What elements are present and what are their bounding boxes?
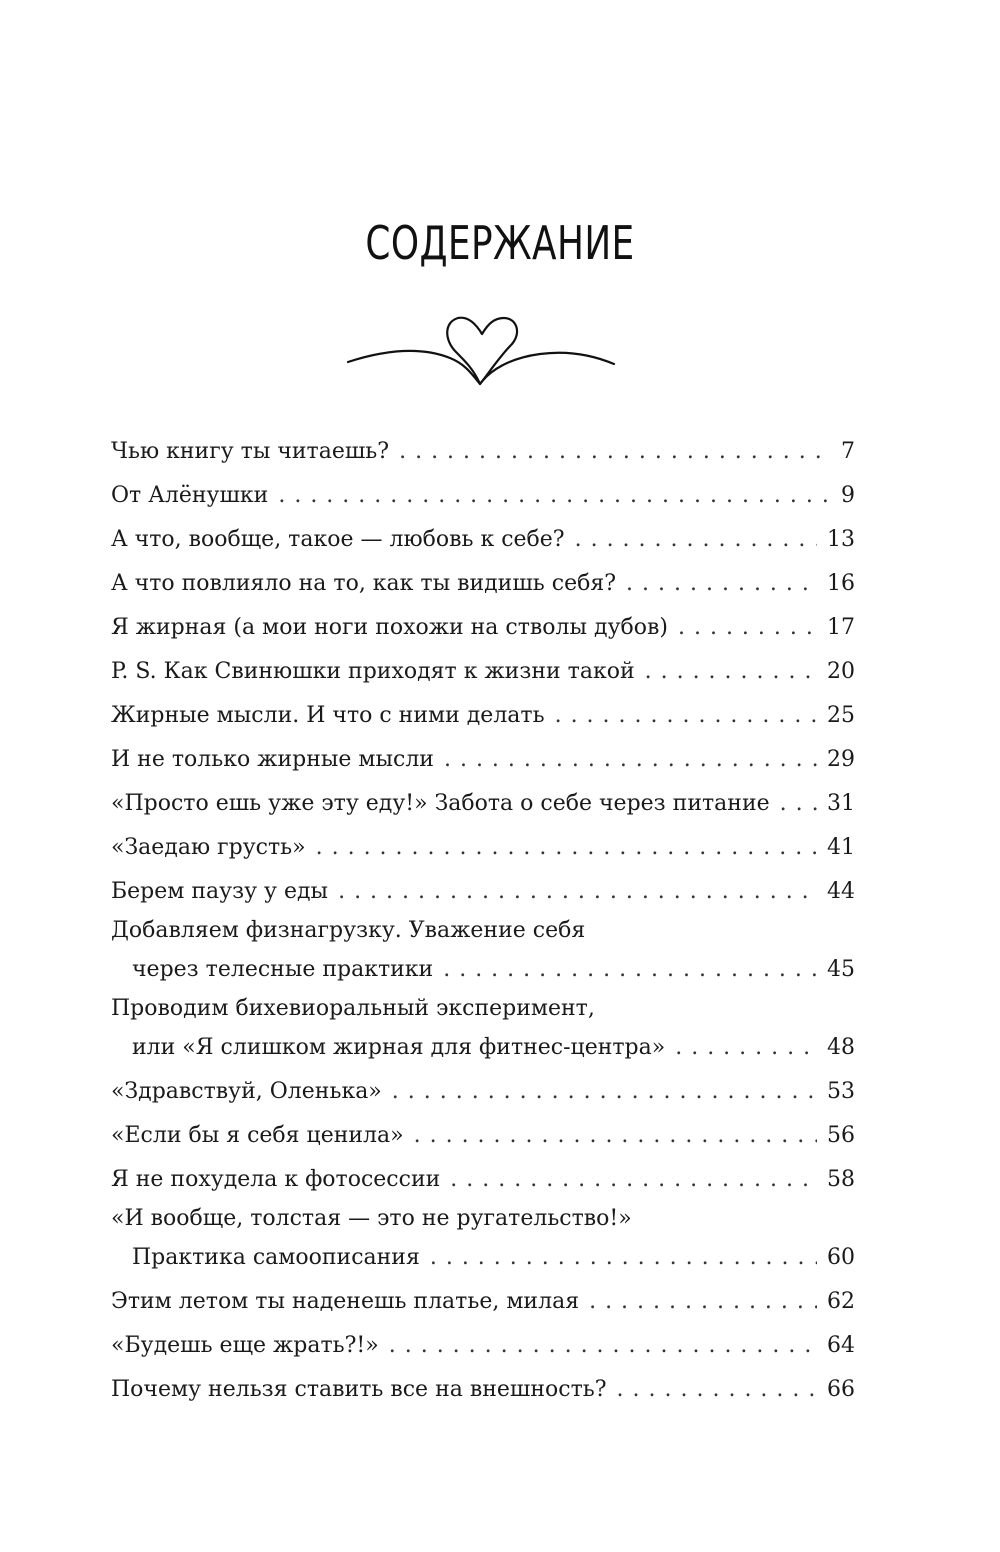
toc-entry-page: 20 — [827, 659, 855, 684]
toc-entry-page: 25 — [827, 703, 855, 728]
toc-entry-page: 17 — [827, 615, 855, 640]
toc-entry-page: 64 — [827, 1333, 855, 1358]
toc-entry[interactable] — [111, 1280, 855, 1324]
toc-entry-title: Берем паузу у еды — [111, 879, 329, 904]
toc-entry-page: 66 — [827, 1377, 855, 1402]
toc-entry-title: Я жирная (а мои ноги похожи на стволы дубов) — [111, 615, 668, 640]
toc-entry-title: «Если бы я себя ценила» — [111, 1123, 404, 1148]
toc-entry-page: 29 — [827, 747, 855, 772]
toc-entry-title: Почему нельзя ставить все на внешность? — [111, 1377, 607, 1402]
toc-entry-title-line1: «И вообще, толстая — это не ругательство!» — [111, 1206, 632, 1231]
toc-entry[interactable] — [111, 694, 855, 738]
dot-leader — [589, 1280, 817, 1324]
toc-entry[interactable] — [111, 1070, 855, 1114]
table-of-contents — [111, 430, 855, 1412]
toc-entry[interactable] — [111, 1202, 855, 1280]
toc-entry-title: «Здравствуй, Оленька» — [111, 1079, 382, 1104]
toc-entry-page: 31 — [827, 791, 855, 816]
dot-leader — [389, 1324, 817, 1368]
toc-entry-title: «Будешь еще жрать?!» — [111, 1333, 379, 1358]
toc-entry-title: Я не похудела к фотосессии — [111, 1167, 441, 1192]
dot-leader — [575, 518, 817, 562]
toc-entry[interactable] — [111, 606, 855, 650]
toc-entry-page: 60 — [827, 1245, 855, 1270]
toc-entry-title: «Просто ешь уже эту еду!» Забота о себе через питание — [111, 791, 770, 816]
dot-leader — [392, 1070, 817, 1114]
dot-leader — [555, 694, 817, 738]
dot-leader — [399, 430, 831, 474]
toc-entry-title: А что, вообще, такое — любовь к себе? — [111, 527, 565, 552]
dot-leader — [430, 1236, 817, 1280]
dot-leader — [678, 606, 817, 650]
toc-entry-page: 13 — [827, 527, 855, 552]
toc-entry-page: 48 — [827, 1035, 855, 1060]
toc-entry-title: P. S. Как Свинюшки приходят к жизни такой — [111, 659, 635, 684]
toc-entry-title-line2: Практика самоописания — [132, 1245, 420, 1270]
toc-entry-page: 9 — [841, 483, 855, 508]
toc-entry-title: Чью книгу ты читаешь? — [111, 439, 390, 464]
toc-entry[interactable] — [111, 826, 855, 870]
toc-entry[interactable] — [111, 738, 855, 782]
dot-leader — [278, 474, 831, 518]
toc-entry[interactable] — [111, 914, 855, 992]
dot-leader — [675, 1026, 817, 1070]
toc-entry-page: 7 — [841, 439, 855, 464]
toc-entry-title: «Заедаю грусть» — [111, 835, 306, 860]
toc-entry[interactable] — [111, 650, 855, 694]
toc-entry[interactable] — [111, 1324, 855, 1368]
dot-leader — [443, 948, 817, 992]
toc-entry-page: 44 — [827, 879, 855, 904]
toc-entry[interactable] — [111, 518, 855, 562]
toc-entry-title: Жирные мысли. И что с ними делать — [111, 703, 545, 728]
toc-entry-page: 62 — [827, 1289, 855, 1314]
toc-entry-page: 41 — [827, 835, 855, 860]
toc-entry[interactable] — [111, 562, 855, 606]
toc-entry-title: Этим летом ты наденешь платье, милая — [111, 1289, 580, 1314]
toc-entry[interactable] — [111, 870, 855, 914]
toc-entry-title-line1: Проводим бихевиоральный эксперимент, — [111, 996, 595, 1021]
toc-entry-title: И не только жирные мысли — [111, 747, 434, 772]
dot-leader — [444, 738, 817, 782]
dot-leader — [414, 1114, 817, 1158]
dot-leader — [780, 782, 817, 826]
dot-leader — [338, 870, 817, 914]
toc-entry-title-line1: Добавляем физнагрузку. Уважение себя — [111, 918, 586, 943]
toc-entry-title: От Алёнушки — [111, 483, 269, 508]
dot-leader — [645, 650, 817, 694]
heart-flourish-icon — [340, 312, 620, 392]
toc-entry-title-line2: или «Я слишком жирная для фитнес-центра» — [132, 1035, 666, 1060]
dot-leader — [316, 826, 817, 870]
page-title: СОДЕРЖАНИЕ — [365, 216, 635, 270]
dot-leader — [617, 1368, 817, 1412]
toc-entry[interactable] — [111, 474, 855, 518]
dot-leader — [626, 562, 817, 606]
toc-entry[interactable] — [111, 992, 855, 1070]
toc-entry-page: 45 — [827, 957, 855, 982]
toc-entry-page: 58 — [827, 1167, 855, 1192]
toc-entry-page: 16 — [827, 571, 855, 596]
dot-leader — [450, 1158, 817, 1202]
toc-entry[interactable] — [111, 1158, 855, 1202]
toc-entry[interactable] — [111, 782, 855, 826]
toc-entry[interactable] — [111, 1368, 855, 1412]
toc-entry-title: А что повлияло на то, как ты видишь себя? — [111, 571, 617, 596]
toc-entry-title-line2: через телесные практики — [132, 957, 434, 982]
toc-entry-page: 56 — [827, 1123, 855, 1148]
toc-entry[interactable] — [111, 430, 855, 474]
toc-entry[interactable] — [111, 1114, 855, 1158]
toc-entry-page: 53 — [827, 1079, 855, 1104]
